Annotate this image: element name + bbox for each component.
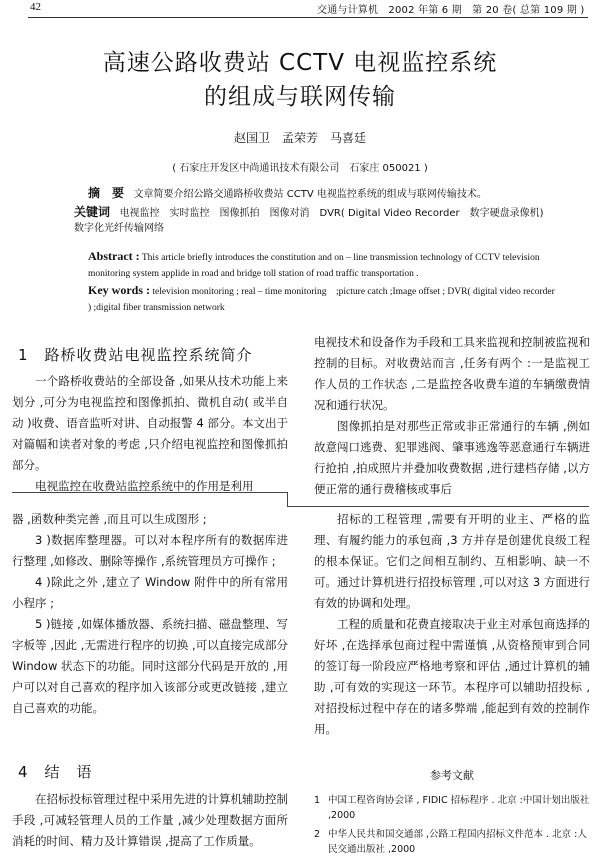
paragraph: 5 )链接 ,如媒体播放器、系统扫描、磁盘整理、写字板等 ,因此 ,无需进行程序的切换 ,可以直接完成部分 Window 状态下的功能。同时这部分代码是开放的 ,用户可以对自己喜欢的程序加入该部分或更改链接 ,建立自己喜欢的功能。: [12, 617, 288, 715]
references-heading: 参考文献: [430, 769, 474, 782]
reference-text: 中华人民共和国交通部 ,公路工程国内招标文件范本 . 北京 :人民交通出版社 ,2000: [328, 829, 587, 855]
keywords-en-text: television monitoring ; real – time monitoring ;picture catch ;Image offset ; DVR( digital video recorder ) ;digital fiber transmission network: [88, 287, 555, 313]
keywords-zh-label: 关键词: [74, 205, 111, 219]
paragraph: 4 )除此之外 ,建立了 Window 附件中的所有常用小程序 ;: [12, 575, 288, 610]
article-separator: [287, 506, 589, 507]
affiliation: ( 石家庄开发区中尚通讯技术有限公司 石家庄 050021 ): [172, 163, 428, 174]
paragraph: 一个路桥收费站的全部设备 ,如果从技术功能上来划分 ,可分为电视监控和图像抓拍、微机自动( 或半自动 )收费、语音监听对讲、自动报警 4 部分。本文出于对篇幅和读者对象的考虑 ,只介绍电视监控和图像抓拍部分。: [12, 374, 288, 472]
keywords-zh-text: 电视监控 实时监控 图像抓拍 图像对消 DVR( Digital Video Recorder 数字硬盘录像机) 数字化光纤传输网络: [74, 208, 554, 234]
keywords-zh: [74, 205, 559, 236]
abstract-zh: [88, 186, 558, 202]
journal-header: 交通与计算机 2002 年第 6 期 第 20 卷( 总第 109 期 ): [317, 5, 585, 16]
paragraph: 电视技术和设备作为手段和工具来监视和控制被监视和控制的目标。对收费站而言 ,任务有两个 :一是监视工作人员的工作状态 ,二是监控各收费车道的车辆缴费情况和通行状况。: [314, 335, 590, 412]
section-4-body: [12, 789, 288, 852]
paragraph: 器 ,函数种类完善 ,而且可以生成图形 ;: [12, 512, 207, 526]
paragraph: 招标的工程管理 ,需要有开明的业主、严格的监理、有履约能力的承包商 ,3 方并存是创建优良级工程的根本保证。它们之间相互制约、互相影响、缺一不可。通过计算机进行招投标管理 ,可以对这 3 方面进行有效的协调和处理。: [314, 512, 590, 610]
title-line-2: 的组成与联网传输: [204, 84, 396, 110]
header-rule: [28, 17, 588, 18]
abstract-en-label: Abstract :: [88, 249, 140, 263]
section-1-left-column: [12, 371, 288, 497]
page-number: 42: [30, 1, 41, 13]
article-separator: [12, 492, 287, 493]
section-1-heading: 1 路桥收费站电视监控系统简介: [18, 346, 253, 364]
lower-left-column: [12, 509, 288, 719]
reference-item: [314, 793, 590, 823]
section-1-right-column: [314, 332, 590, 500]
paragraph: 工程的质量和花费直接取决于业主对承包商选择的好坏 ,在选择承包商过程中需谨慎 ,从资格预审到合同的签订每一阶段应严格地考察和评估 ,通过计算机的辅助 ,可有效的实现这一环节。本程序可以辅助招投标 ,对招投标过程中存在的诸多弊端 ,能起到有效的控制作用。: [314, 617, 590, 736]
abstract-zh-label: 摘 要: [88, 186, 125, 200]
section-4-heading: 4 结 语: [18, 763, 93, 781]
reference-text: 中国工程咨询协会译 , FIDIC 招标程序 . 北京 :中国计划出版社 ,2000: [328, 795, 590, 821]
abstract-zh-text: 文章简要介绍公路交通路桥收费站 CCTV 电视监控系统的组成与联网传输技术。: [133, 189, 487, 200]
paragraph: 图像抓拍是对那些正常或非正常通行的车辆 ,例如故意闯口逃费、犯罪逃阀、肇事逃逸等恶意通行车辆进行抢拍 ,拍成照片并叠加收费数据 ,进行建档存储 ,以方便正常的通行费稽核或事后: [314, 419, 590, 496]
lower-right-column: [314, 509, 590, 740]
reference-number: 1: [314, 795, 321, 806]
article-separator: [287, 492, 288, 506]
paragraph: 在招标投标管理过程中采用先进的计算机辅助控制手段 ,可减轻管理人员的工作量 ,减少处理数据方面所消耗的时间、精力及计算错误 ,提高了工作质量。: [12, 792, 288, 848]
paragraph: 电视监控在收费站监控系统中的作用是利用: [35, 479, 254, 493]
authors: 赵国卫 孟荣芳 马喜廷: [233, 131, 366, 145]
title-line-1: 高速公路收费站 CCTV 电视监控系统: [102, 50, 498, 76]
keywords-en: [88, 282, 558, 316]
reference-item: [314, 827, 590, 857]
paragraph: 3 )数据库整理器。可以对本程序所有的数据库进行整理 ,如修改、删除等操作 ,系统管理员方可操作 ;: [12, 533, 288, 568]
abstract-en: [88, 248, 558, 282]
reference-number: 2: [314, 829, 321, 840]
abstract-en-text: This article briefly introduces the constitution and on – line transmission technology of CCTV television monitoring system applide in road and bridge toll station of road traffic transportation .: [88, 253, 540, 279]
keywords-en-label: Key words :: [88, 283, 150, 297]
